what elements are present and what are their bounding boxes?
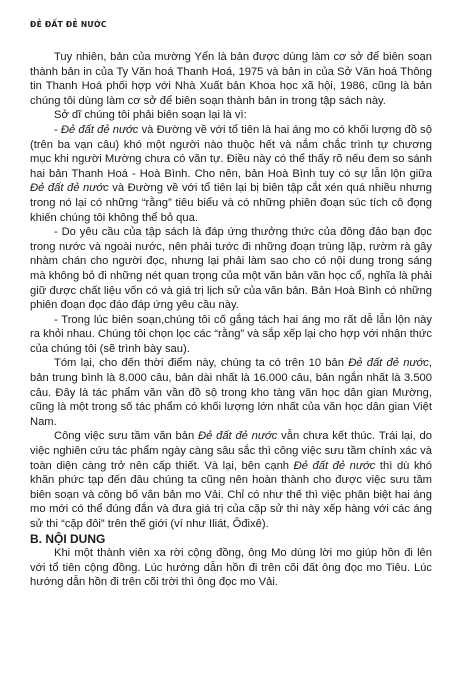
running-header: ĐẺ ĐẤT ĐẺ NƯỚC [30, 20, 107, 29]
paragraph: Tóm lại, cho đến thời điểm này, chúng ta có trên 10 bản Đẻ đất đẻ nước, bản trung bình là 8.000 câu, bản dài nhất là 16.000 câu, bản ngắn nhất là 3.500 câu. Đây là tác phẩm văn vần đồ sộ trong kho tàng văn học dân gian Mường, cũng là một trong số tác phẩm có khối lượng lớn nhất của văn học dân gian Việt Nam. [30, 357, 432, 428]
paragraph: Khi một thành viên xa rời cộng đồng, ông Mo dùng lời mo giúp hồn đi lên với tổ tiên cộng đồng. Lúc hướng dẫn hồn đi trên cõi đất ông đọc mo Tiêu. Lúc hướng dẫn hồn đi trên cõi trời thì ông đọc mo Vải. [30, 547, 432, 589]
paragraph: - Đẻ đất đẻ nước và Đường về với tổ tiên là hai áng mo có khối lượng đồ sộ (trên ba vạn câu) khó một người nào thuộc hết và nắm chắc trình tự chương mục khi người Mường chưa có văn tự. Điều này có thể thấy rõ nếu đem so sánh hai bản Thanh Hoá - Hoà Bình. Cho nên, bản Hoà Bình tuy có sự lẫn lộn giữa Đẻ đất đẻ nước và Đường về với tổ tiên lại bị biên tập cắt xén quá nhiều nhưng trong nó lại có những “rằng” tiêu biểu và có những phiên đoạn súc tích cô đọng khiến chúng tôi không thể bỏ qua. [30, 123, 432, 224]
paragraph: Công việc sưu tầm văn bản Đẻ đất đẻ nước vẫn chưa kết thúc. Trái lại, do việc nghiên cứu tác phẩm ngày càng sâu sắc thì công việc sưu tầm chính xác và toàn diện càng trở nên cấp thiết. Và lại, bên cạnh Đẻ đất đẻ nước thì dù khó khăn phức tạp đến đâu chúng ta cũng nên hoàn thành cho được việc sưu tầm biên soạn và công bố văn bản mo Vải. Chỉ có như thế thì việc phân biệt hai áng mo mới có thể đúng đắn và đưa giá trị của cặp sử thi này xếp hàng với các áng sử thi “cặp đôi” trên thế giới (ví như Iliát, Ôđixê). [30, 430, 433, 530]
body-text [30, 46, 432, 590]
section-heading: B. NỘI DUNG [30, 531, 106, 546]
paragraph: - Do yêu cầu của tập sách là đáp ứng thưởng thức của đông đảo bạn đọc trong nước và ngoài nước, nên phải tước đi những đoạn trùng lặp, rườm rà gây nhàm chán cho người đọc, nhưng lại phải làm sao cho có nội dung trong sáng mà không bỏ đi những nét quan trọng của một văn bản văn học cổ, nghĩa là phải giữ được chất liệu vốn có và giá trị lịch sử của văn bản. Bản Hoà Bình có những phiên đoạn đọc đáo đáp ứng yêu cầu này. [30, 226, 432, 312]
paragraph: - Trong lúc biên soạn,chúng tôi cố gắng tách hai áng mo rất dễ lẫn lộn này ra khỏi nhau. Chúng tôi chọn lọc các “rằng” và sắp xếp lại cho hợp với nhận thức của chúng tôi (sẽ trình bày sau). [30, 313, 432, 355]
paragraph: Sở dĩ chúng tôi phải biên soạn lại là vì: [54, 109, 247, 122]
paragraph: Tuy nhiên, bản của mường Yển là bản được dùng làm cơ sở để biên soạn thành bản in của Ty Văn hoá Thanh Hoá, 1975 và bản in của Sở Văn hoá Thông tin Thanh Hoá phối hợp với Nhà Xuất bản Khoa học xã hội, 1986, cũng là bản chúng tôi dùng làm cơ sở để biên soạn thành bản in trong tập sách này. [30, 51, 432, 107]
